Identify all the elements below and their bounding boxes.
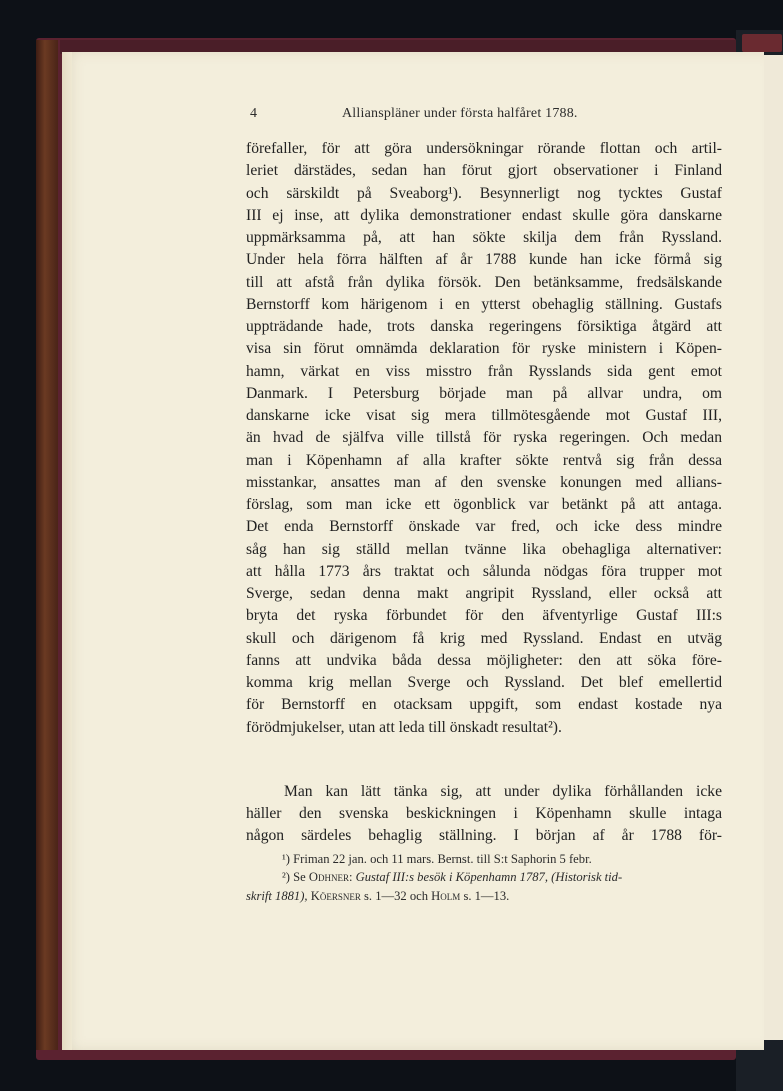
page-number: 4	[250, 106, 257, 121]
text-line: såg han sig ställd mellan tvänne lika obehagliga alternativer:	[246, 540, 722, 558]
text-line: uppträdande hade, trots danska regeringens försiktiga åtgärd att	[246, 318, 722, 335]
text-line: visa sin förut omnämda deklaration för ryske ministern i Köpen-	[246, 340, 722, 358]
text-line: fanns att undvika båda dessa möjligheter: den att söka före-	[246, 651, 722, 669]
footnote-2	[246, 868, 722, 886]
text-line: bryta det ryska förbundet för den äfventyrlige Gustaf III:s	[246, 607, 722, 625]
text-line: Man kan lätt tänka sig, att under dylika förhållanden icke	[284, 782, 722, 800]
text-line: förödmjukelser, utan att leda till önskadt resultat²).	[246, 718, 562, 736]
page-header	[238, 106, 718, 126]
text-line: förefaller, för att göra undersökningar rörande flottan och artil-	[246, 140, 722, 157]
text-line: hamn, värkat en viss misstro från Rysslands sida gent emot	[246, 362, 722, 380]
text-line: någon särdeles behaglig ställning. I början af år 1788 för-	[246, 827, 722, 845]
footnote-2-title: Gustaf III:s besök i Köpenhamn 1787, (Historisk tid-	[355, 870, 623, 885]
footnote-2-continued	[246, 887, 722, 905]
footnote-2-pages-2: s. 1—13.	[463, 888, 510, 903]
text-line: Det enda Bernstorff önskade var fred, och icke dess mindre	[246, 518, 722, 536]
text-line: att hålla 1773 års traktat och sålunda nödgas föra trupper mot	[246, 562, 722, 580]
footnote-1: ¹) Friman 22 jan. och 11 mars. Bernst. till S:t Saphorin 5 febr.	[282, 852, 592, 866]
footnote-2-title-cont: skrift 1881),	[246, 888, 308, 903]
cover-corner	[742, 34, 782, 52]
running-title: Allianspläner under första halfåret 1788.	[342, 106, 578, 121]
text-line: leriet därstädes, sedan han förut gjort observationer i Finland	[246, 162, 722, 180]
text-line: Bernstorff kom härigenom i en ytterst obehaglig ställning. Gustafs	[246, 295, 722, 313]
text-line: Under hela förra hälften af år 1788 kunde han icke förmå sig	[246, 251, 722, 269]
text-line: III ej inse, att dylika demonstrationer endast skulle göra danskarne	[246, 206, 722, 224]
paragraph-1	[246, 138, 722, 739]
text-line: Danmark. I Petersburg började man på allvar undra, om	[246, 384, 722, 402]
footnotes	[246, 850, 722, 905]
text-line: än hvad de själfva ville tillstå för ryska regeringen. Och medan	[246, 429, 722, 447]
text-line: häller den svenska beskickningen i Köpenhamn skulle intaga	[246, 805, 722, 822]
text-line: och särskildt på Sveaborg¹). Besynnerligt nog tycktes Gustaf	[246, 184, 722, 202]
body-text	[246, 138, 722, 848]
text-line: skull och därigenom få krig med Ryssland. Endast en utväg	[246, 629, 722, 647]
text-line: man i Köpenhamn af alla krafter sökte rentvå sig från dessa	[246, 451, 722, 469]
text-line: Sverge, sedan denna makt angripit Ryssland, eller också att	[246, 585, 722, 602]
text-line: komma krig mellan Sverge och Ryssland. Det blef emellertid	[246, 674, 722, 691]
next-page-edge	[762, 55, 783, 1040]
page-gutter	[62, 52, 72, 1050]
footnote-2-author-3: Holm	[431, 888, 461, 903]
footnote-2-pages-1: s. 1—32 och	[364, 888, 429, 903]
footnote-2-author-2: Köersner	[310, 888, 361, 903]
text-line: danskarne icke visat sig mera tillmötesgående mot Gustaf III,	[246, 407, 722, 424]
footnote-2-author: Odhner:	[308, 870, 353, 885]
text-line: för Bernstorff en otacksam uppgift, som endast kostade nya	[246, 696, 722, 714]
paragraph-2	[246, 781, 722, 848]
book-spine	[36, 40, 58, 1050]
text-line: förslag, som man icke ett ögonblick var betänkt på att antaga.	[246, 496, 722, 513]
footnote-2-marker: ²) Se	[282, 870, 306, 885]
text-line: misstankar, ansattes man af den svenske konungen med allians-	[246, 473, 722, 491]
text-line: till att afstå från dylika försök. Den betänksamme, fredsälskande	[246, 273, 722, 291]
text-line: uppmärksamma på, att han sökte skilja dem från Ryssland.	[246, 229, 722, 246]
